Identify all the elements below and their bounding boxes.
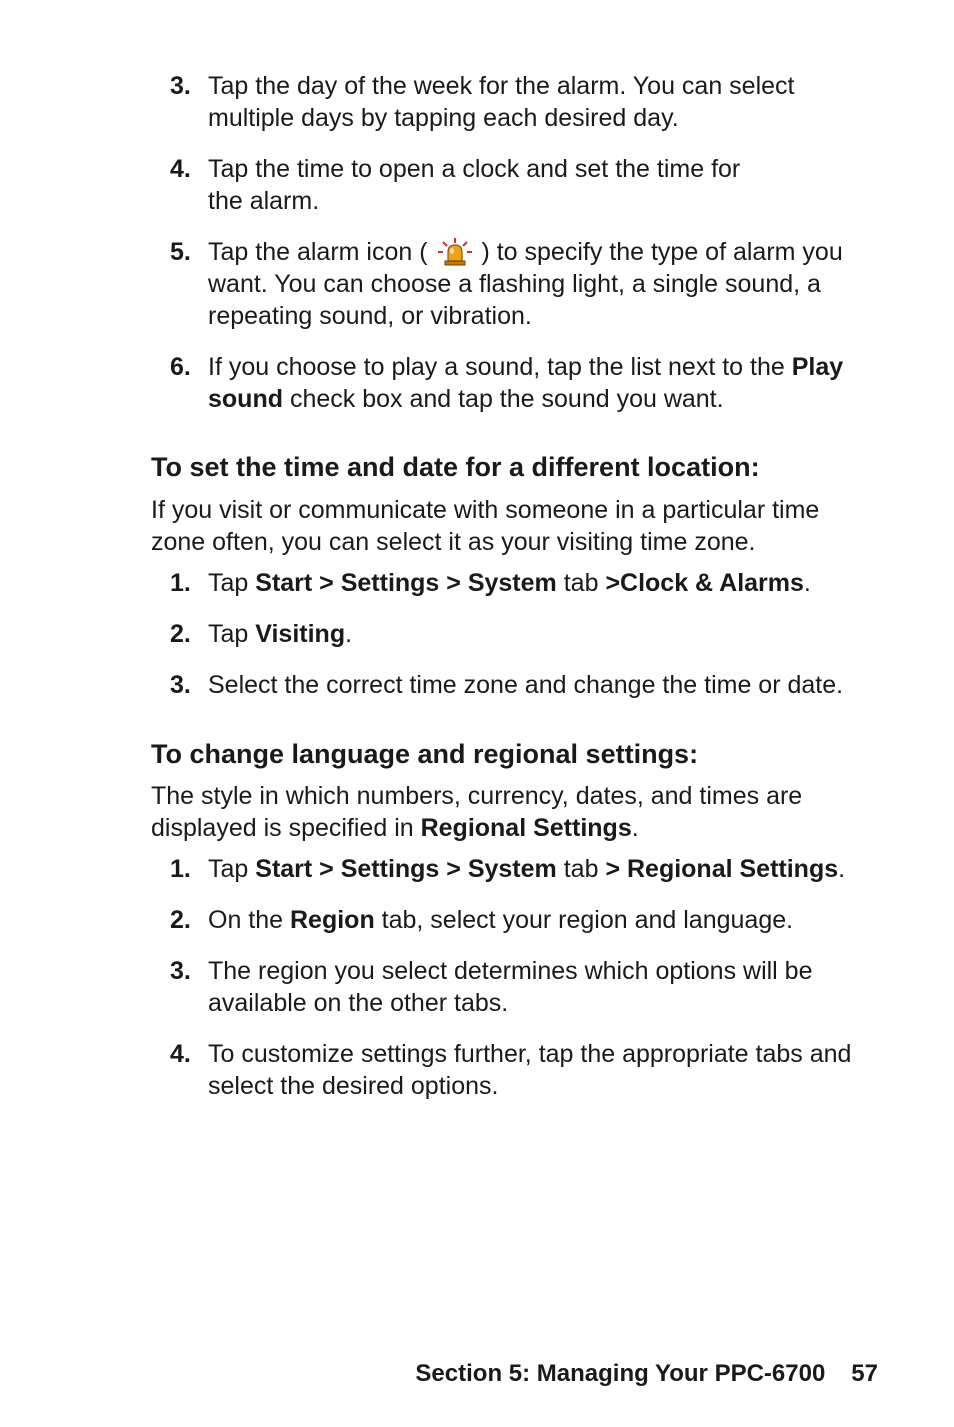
- step-text: To customize settings further, tap the appropriate tabs and select the desired options.: [208, 1040, 852, 1100]
- list-item: [0, 955, 868, 1019]
- list-item: [0, 669, 868, 701]
- list-item: [0, 70, 868, 134]
- step-text: If you choose to play a sound, tap the list next to the: [208, 353, 792, 381]
- step-number: 6.: [170, 353, 191, 381]
- menu-path: Start > Settings > System: [255, 569, 557, 597]
- intro-text: The style in which numbers, currency, dates, and times are displayed is specified in: [151, 782, 803, 842]
- step-text: Tap the time to open a clock and set the time for: [208, 155, 741, 183]
- visiting-label: Visiting: [255, 620, 346, 648]
- step-text: tab: [556, 855, 606, 883]
- list-item: [0, 153, 868, 217]
- step-text: Tap: [208, 620, 256, 648]
- step-text: Tap the alarm icon (: [208, 238, 428, 266]
- regional-settings-label: Regional Settings: [420, 814, 632, 842]
- step-number: 2.: [170, 906, 191, 934]
- step-text: Select the correct time zone and change the time or date.: [208, 671, 844, 699]
- step-number: 4.: [170, 155, 191, 183]
- step-number: 3.: [170, 671, 191, 699]
- step-text: ) to specify the type of alarm you want. You can choose a flashing light, a single sound, a repeating sound, or vibration.: [208, 238, 843, 330]
- step-number: 1.: [170, 569, 191, 597]
- list-item: [0, 853, 868, 885]
- menu-path: Start > Settings > System: [255, 855, 557, 883]
- step-text: the alarm.: [208, 187, 320, 215]
- step-number: 3.: [170, 72, 191, 100]
- step-text: On the: [208, 906, 290, 934]
- region-tab-label: Region: [290, 906, 375, 934]
- step-number: 1.: [170, 855, 191, 883]
- menu-destination: > Regional Settings: [605, 855, 839, 883]
- page-footer: [0, 1358, 878, 1390]
- section-heading: To set the time and date for a different location:: [151, 452, 760, 482]
- step-number: 2.: [170, 620, 191, 648]
- regional-steps-list: [0, 853, 954, 1102]
- step-number: 5.: [170, 238, 191, 266]
- section-heading: To change language and regional settings:: [151, 739, 699, 769]
- list-item: [0, 904, 868, 936]
- page-number: 57: [851, 1360, 878, 1387]
- alarm-steps-list: [0, 70, 954, 415]
- step-text: The region you select determines which options will be available on the other tabs.: [208, 957, 813, 1017]
- list-item: [0, 351, 868, 415]
- alarm-bell-icon: [435, 236, 475, 268]
- step-text: .: [345, 620, 353, 648]
- intro-text: .: [631, 814, 639, 842]
- step-text: tab, select your region and language.: [374, 906, 794, 934]
- section-intro: If you visit or communicate with someone in a particular time zone often, you can select it as your visiting time zone.: [151, 496, 820, 556]
- list-item: [0, 236, 868, 332]
- step-text: Tap: [208, 855, 256, 883]
- menu-destination: >Clock & Alarms: [605, 569, 804, 597]
- list-item: [0, 618, 868, 650]
- step-text: Tap the day of the week for the alarm. You can select multiple days by tapping each desired day.: [208, 72, 795, 132]
- step-number: 3.: [170, 957, 191, 985]
- step-text: .: [803, 569, 811, 597]
- footer-section-title: Section 5: Managing Your PPC-6700: [415, 1360, 826, 1387]
- step-text: Tap: [208, 569, 256, 597]
- step-text: .: [838, 855, 846, 883]
- time-zone-steps-list: [0, 567, 954, 701]
- play-sound-label: Play sound: [208, 353, 844, 413]
- step-text: tab: [556, 569, 606, 597]
- step-text: check box and tap the sound you want.: [283, 385, 724, 413]
- section-intro: [151, 780, 871, 844]
- list-item: [0, 567, 868, 599]
- step-number: 4.: [170, 1040, 191, 1068]
- list-item: [0, 1038, 868, 1102]
